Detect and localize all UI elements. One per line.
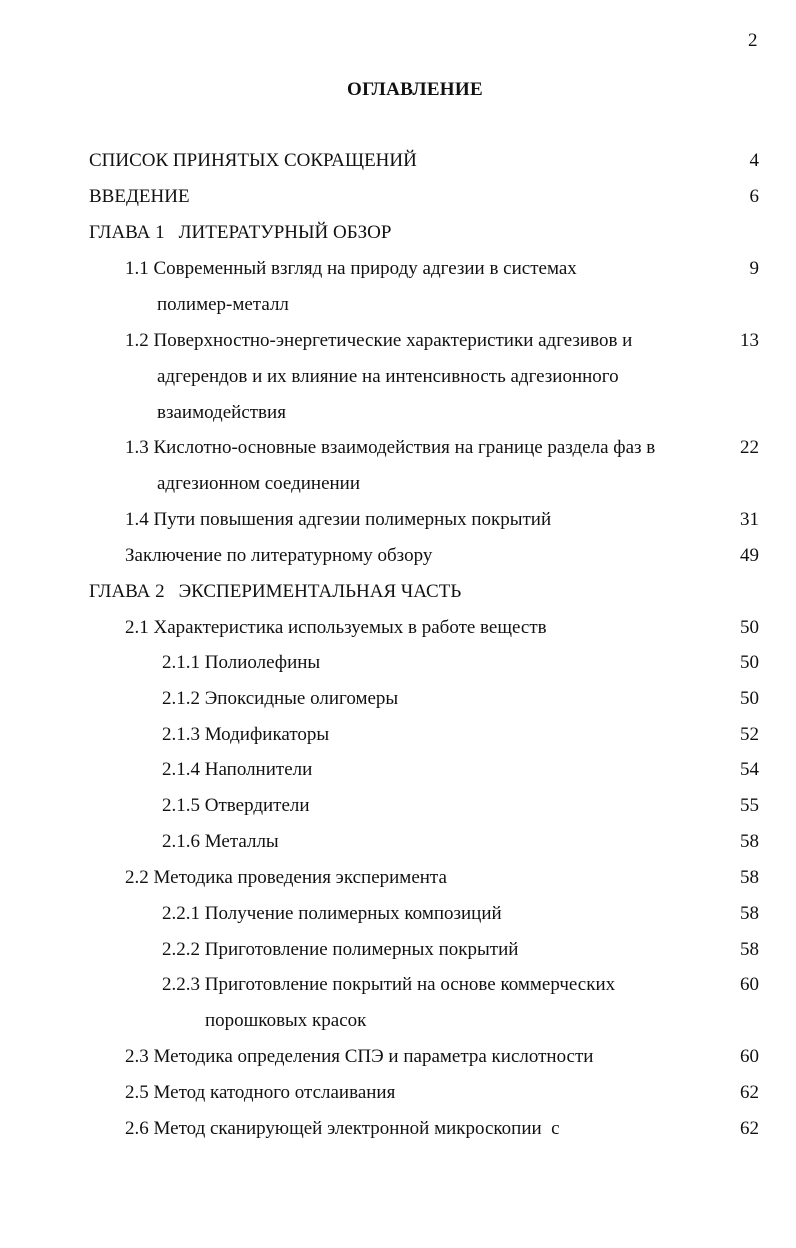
toc-entry-2-1-5[interactable]: 2.1.5 Отвердители — [162, 795, 310, 816]
toc-page-number: 13 — [740, 330, 759, 351]
toc-page-number: 50 — [740, 688, 759, 709]
chapter-title: ЛИТЕРАТУРНЫЙ ОБЗОР — [178, 222, 392, 243]
toc-page-number: 62 — [740, 1082, 759, 1103]
chapter-number: ГЛАВА 1 — [89, 222, 165, 243]
toc-entry-1-2[interactable]: 1.2 Поверхностно-энергетические характеристики адгезивов и — [125, 330, 633, 351]
toc-entry-2-2-2[interactable]: 2.2.2 Приготовление полимерных покрытий — [162, 939, 519, 960]
toc-page-number: 60 — [740, 1046, 759, 1067]
toc-page-number: 6 — [749, 186, 759, 207]
toc-title: ОГЛАВЛЕНИЕ — [347, 79, 483, 100]
toc-entry-2-1-6[interactable]: 2.1.6 Металлы — [162, 831, 279, 852]
toc-page-number: 49 — [740, 545, 759, 566]
toc-entry-2-1-3[interactable]: 2.1.3 Модификаторы — [162, 724, 330, 745]
toc-entry-2-1-4[interactable]: 2.1.4 Наполнители — [162, 759, 313, 780]
toc-entry-review-conclusion[interactable]: Заключение по литературному обзору — [125, 545, 433, 566]
toc-entry-continuation: адгезионном соединении — [157, 473, 361, 494]
toc-entry-abbreviations[interactable]: СПИСОК ПРИНЯТЫХ СОКРАЩЕНИЙ — [89, 150, 417, 171]
toc-page-number: 62 — [740, 1118, 759, 1139]
toc-page-number: 4 — [749, 150, 759, 171]
toc-page-number: 50 — [740, 652, 759, 673]
toc-entry-continuation: порошковых красок — [205, 1010, 367, 1031]
toc-entry-chapter-1[interactable] — [89, 215, 391, 251]
toc-page-number: 55 — [740, 795, 759, 816]
chapter-number: ГЛАВА 2 — [89, 581, 165, 602]
toc-page-number: 9 — [749, 258, 759, 279]
toc-entry-continuation: полимер-металл — [157, 294, 289, 315]
toc-entry-continuation: взаимодействия — [157, 402, 286, 423]
toc-entry-1-4[interactable]: 1.4 Пути повышения адгезии полимерных покрытий — [125, 509, 552, 530]
toc-page-number: 58 — [740, 867, 759, 888]
toc-page-number: 58 — [740, 939, 759, 960]
toc-entry-2-2-1[interactable]: 2.2.1 Получение полимерных композиций — [162, 903, 502, 924]
toc-page-number: 58 — [740, 903, 759, 924]
toc-entry-2-1[interactable]: 2.1 Характеристика используемых в работе веществ — [125, 617, 547, 638]
toc-page-number: 52 — [740, 724, 759, 745]
toc-entry-2-2[interactable]: 2.2 Методика проведения эксперимента — [125, 867, 447, 888]
toc-page-number: 60 — [740, 974, 759, 995]
toc-entry-2-6[interactable]: 2.6 Метод сканирующей электронной микроскопии с — [125, 1118, 560, 1139]
toc-entry-2-1-2[interactable]: 2.1.2 Эпоксидные олигомеры — [162, 688, 399, 709]
toc-entry-2-1-1[interactable]: 2.1.1 Полиолефины — [162, 652, 321, 673]
toc-entry-1-1[interactable]: 1.1 Современный взгляд на природу адгезии в системах — [125, 258, 577, 279]
toc-entry-2-2-3[interactable]: 2.2.3 Приготовление покрытий на основе коммерческих — [162, 974, 616, 995]
chapter-title: ЭКСПЕРИМЕНТАЛЬНАЯ ЧАСТЬ — [178, 581, 462, 602]
toc-entry-continuation: адгерендов и их влияние на интенсивность адгезионного — [157, 366, 619, 387]
toc-entry-2-3[interactable]: 2.3 Методика определения СПЭ и параметра кислотности — [125, 1046, 594, 1067]
toc-entry-2-5[interactable]: 2.5 Метод катодного отслаивания — [125, 1082, 396, 1103]
page-number: 2 — [748, 30, 758, 51]
toc-entry-introduction[interactable]: ВВЕДЕНИЕ — [89, 186, 190, 207]
toc-page-number: 54 — [740, 759, 759, 780]
toc-page-number: 58 — [740, 831, 759, 852]
toc-page-number: 50 — [740, 617, 759, 638]
toc-page-number: 22 — [740, 437, 759, 458]
toc-page-number: 31 — [740, 509, 759, 530]
toc-entry-1-3[interactable]: 1.3 Кислотно-основные взаимодействия на границе раздела фаз в — [125, 437, 656, 458]
toc-entry-chapter-2[interactable] — [89, 574, 461, 610]
